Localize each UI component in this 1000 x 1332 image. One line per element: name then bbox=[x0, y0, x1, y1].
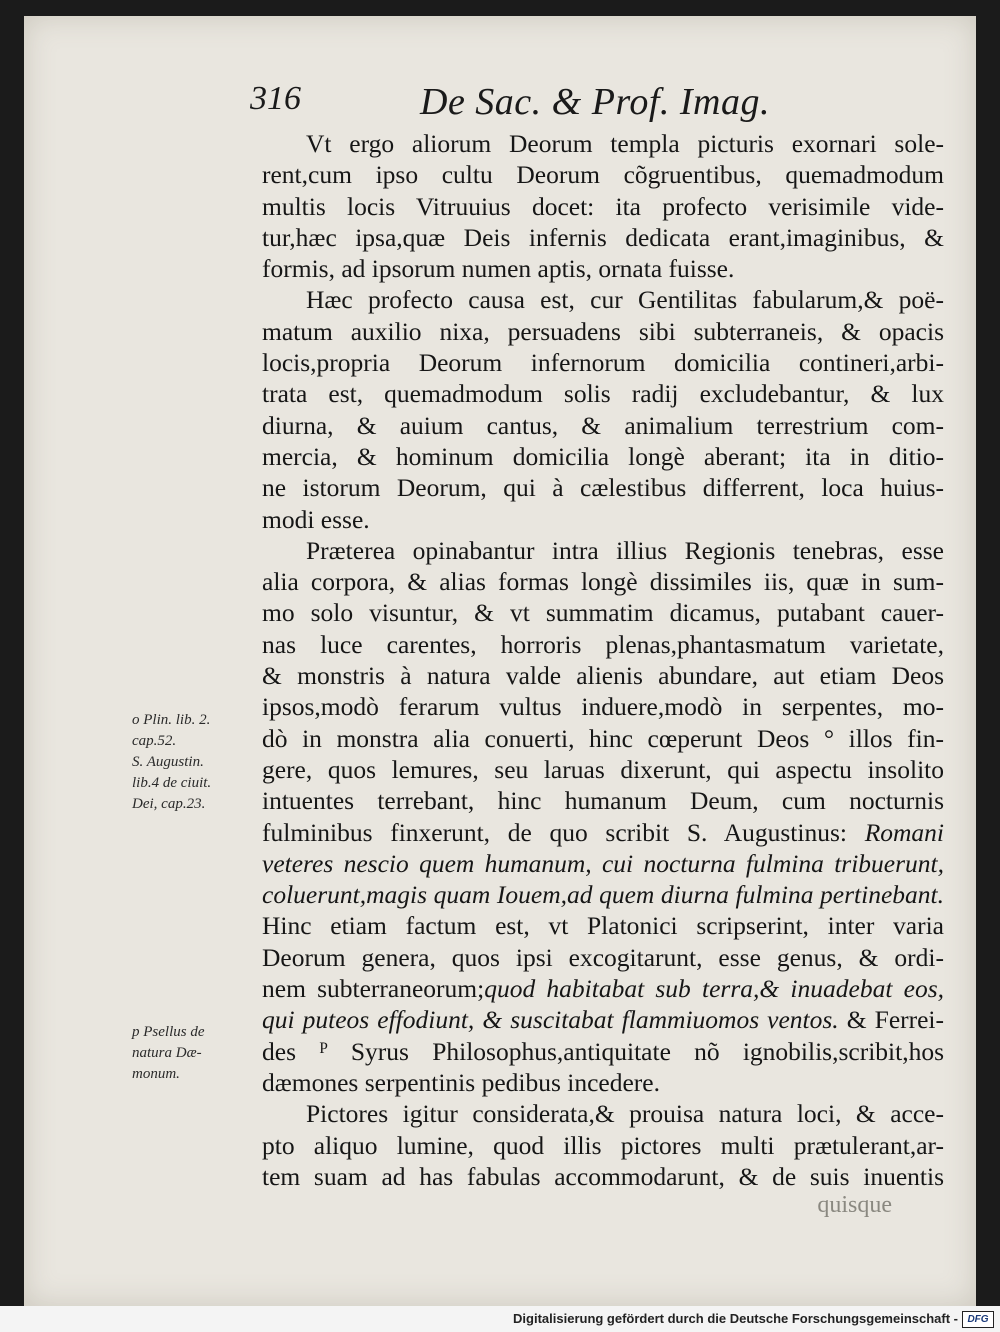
text-line: des ᴾ Syrus Philosophus,antiquitate nõ ignobilis,scribit,hos bbox=[262, 1036, 944, 1066]
margin-note-line: monum. bbox=[132, 1066, 180, 1082]
text-line: dæmones serpentinis pedibus incedere. bbox=[262, 1067, 660, 1097]
margin-note-psellus bbox=[132, 1022, 260, 1085]
text-line: mo solo visuntur, & vt summatim dicamus, putabant cauer- bbox=[262, 598, 944, 628]
text-line: tem suam ad has fabulas accommodarunt, & de suis inuentis bbox=[262, 1161, 944, 1191]
text-line bbox=[262, 817, 944, 848]
text-line: trata est, quemadmodum solis radij excludebantur, & lux bbox=[262, 379, 944, 409]
text-line: locis,propria Deorum infernorum domicilia contineri,arbi- bbox=[262, 348, 944, 378]
margin-note-line: o Plin. lib. 2. bbox=[132, 712, 211, 728]
text-line: Vt ergo aliorum Deorum templa picturis exornari sole- bbox=[306, 129, 944, 158]
quote-segment: quod habitabat sub terra,& inuadebat eos, bbox=[484, 974, 944, 1004]
text-line: nas luce carentes, horroris plenas,phantasmatum varietate, bbox=[262, 629, 944, 659]
text-line: matum auxilio nixa, persuadens sibi subterraneis, & opacis bbox=[262, 316, 944, 346]
quote-segment: coluerunt,magis quam Iouem,ad quem diurna fulmina pertinebant. bbox=[262, 880, 944, 910]
margin-note-line: lib.4 de ciuit. bbox=[132, 775, 212, 791]
text-line: tur,hæc ipsa,quæ Deis infernis dedicata erant,imaginibus, & bbox=[262, 222, 944, 252]
margin-note-line: natura Dæ- bbox=[132, 1045, 202, 1061]
quote-segment: Romani bbox=[864, 817, 945, 847]
margin-note-line: cap.52. bbox=[132, 733, 177, 749]
text-line: Præterea opinabantur intra illius Regionis tenebras, esse bbox=[306, 535, 944, 565]
text-line: formis, ad ipsorum numen aptis, ornata fuisse. bbox=[262, 254, 735, 284]
text-segment: nem subterraneorum; bbox=[262, 974, 485, 1004]
quote-segment: veteres nescio quem humanum, cui nocturna fulmina tribuerunt, bbox=[262, 848, 944, 878]
main-text bbox=[262, 128, 944, 1192]
text-line: diurna, & auium cantus, & animalium terrestrium com- bbox=[262, 410, 944, 440]
text-line: Deorum genera, quos ipsi excogitarunt, esse genus, & ordi- bbox=[262, 942, 944, 972]
funding-notice: Digitalisierung gefördert durch die Deutsche Forschungsgemeinschaft - bbox=[513, 1311, 958, 1326]
quote-line bbox=[262, 848, 944, 879]
book-page bbox=[24, 16, 976, 1306]
text-line: dò in monstra alia conuerti, hinc cœperunt Deos ° illos fin- bbox=[262, 723, 944, 753]
quote-segment: qui puteos effodiunt, & suscitabat flammiuomos ventos. bbox=[262, 1005, 839, 1035]
text-line: mercia, & hominum domicilia longè aberant; ita in ditio- bbox=[262, 441, 944, 471]
text-line: ne istorum Deorum, qui à cælestibus differrent, loca huius- bbox=[262, 473, 944, 503]
running-title: De Sac. & Prof. Imag. bbox=[420, 81, 770, 123]
text-line: & monstris à natura valde alienis abundare, aut etiam Deos bbox=[262, 661, 944, 691]
text-line: Pictores igitur considerata,& prouisa natura loci, & acce- bbox=[306, 1099, 944, 1129]
quote-line bbox=[262, 879, 944, 910]
margin-note-line: S. Augustin. bbox=[132, 754, 204, 770]
text-line: multis locis Vitruuius docet: ita profecto verisimile vide- bbox=[262, 191, 944, 221]
page-number: 316 bbox=[250, 80, 301, 117]
text-line: alia corpora, & alias formas longè dissimiles iis, quæ in sum- bbox=[262, 567, 944, 597]
text-line: modi esse. bbox=[262, 504, 370, 534]
text-line: gere, quos lemures, seu laruas dixerunt, qui aspectu insolito bbox=[262, 754, 944, 784]
text-line: intuentes terrebant, hinc humanum Deum, cum nocturnis bbox=[262, 786, 944, 816]
text-line: rent,cum ipso cultu Deorum cõgruentibus, quemadmodum bbox=[262, 160, 944, 190]
margin-note-line: Dei, cap.23. bbox=[132, 796, 206, 812]
catchword: quisque bbox=[817, 1192, 892, 1218]
text-line: Hinc etiam factum est, vt Platonici scripserint, inter varia bbox=[262, 911, 944, 941]
text-line: Hæc profecto causa est, cur Gentilitas fabularum,& poë- bbox=[306, 285, 944, 315]
text-segment: fulminibus finxerunt, de quo scribit S. Augustinus: bbox=[262, 817, 847, 847]
text-line: ipsos,modò ferarum vultus induere,modò in serpentes, mo- bbox=[262, 692, 944, 722]
margin-note-pliny bbox=[132, 710, 260, 815]
text-line bbox=[262, 973, 944, 1004]
footer-bar bbox=[0, 1306, 1000, 1332]
dfg-logo: DFG bbox=[962, 1311, 994, 1328]
margin-note-line: p Psellus de bbox=[132, 1024, 205, 1040]
running-head bbox=[250, 80, 950, 130]
text-segment: & Ferrei- bbox=[846, 1005, 945, 1035]
text-line: pto aliquo lumine, quod illis pictores multi prætulerant,ar- bbox=[262, 1130, 944, 1160]
text-line bbox=[262, 1004, 944, 1035]
